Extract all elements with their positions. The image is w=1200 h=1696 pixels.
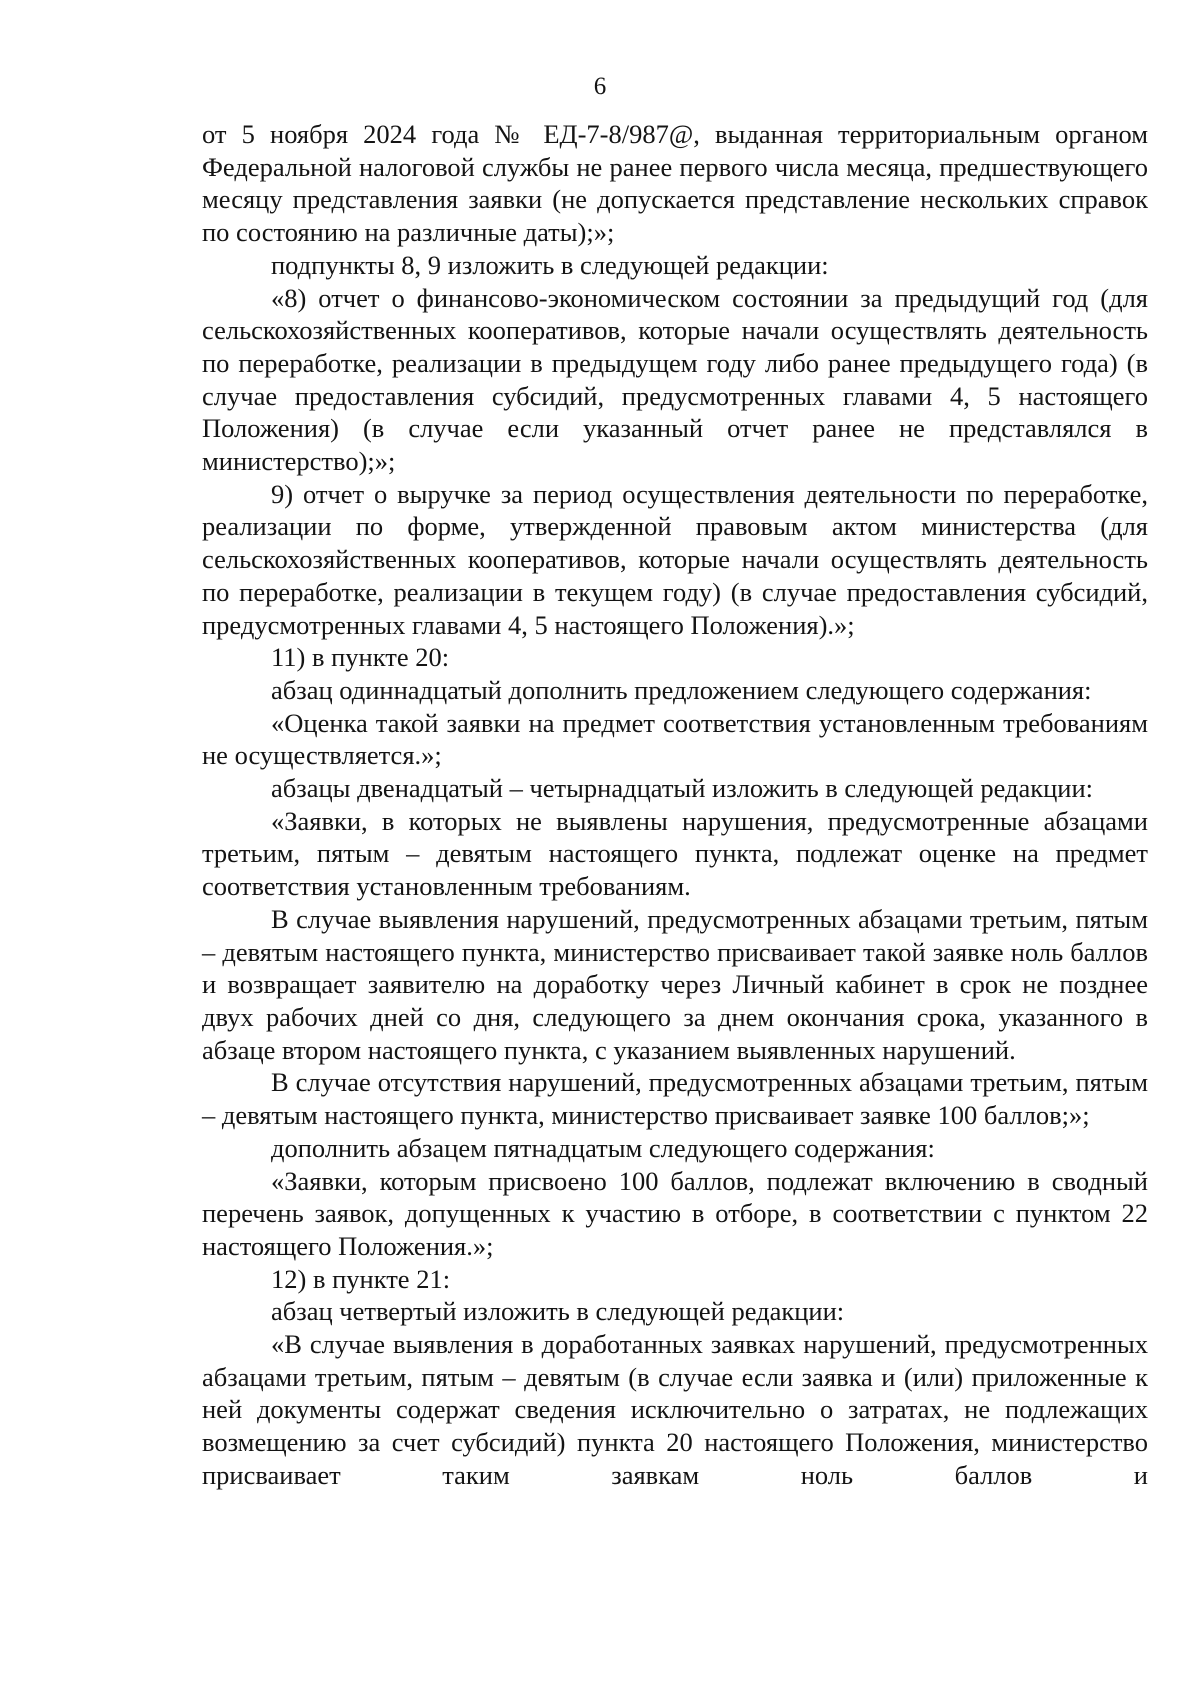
paragraph: 9) отчет о выручке за период осуществления деятельности по переработке, реализации по форме, утвержденной правовым актом министерства (для сельскохозяйственных кооперативов, которые начали осуществлять деятельность по переработке, реализации в текущем году) (в случае предоставления субсидий, предусмотренных главами 4, 5 настоящего Положения).»; <box>202 478 1148 640</box>
paragraph: 12) в пункте 21: <box>271 1263 451 1294</box>
paragraph: В случае отсутствия нарушений, предусмотренных абзацами третьим, пятым – девятым настоящего пункта, министерство присваивает заявке 100 баллов;»; <box>202 1067 1148 1131</box>
paragraph: «Оценка такой заявки на предмет соответствия установленным требованиям не осуществляется.»; <box>202 707 1148 771</box>
paragraph: дополнить абзацем пятнадцатым следующего содержания: <box>271 1132 935 1163</box>
paragraph: «В случае выявления в доработанных заявках нарушений, предусмотренных абзацами третьим, пятым – девятым (в случае если заявка и (или) приложенные к ней документы содержат сведения исключительно о затратах, не подлежащих возмещению за счет субсидий) пункта 20 настоящего Положения, министерство присваивает таким заявкам ноль баллов и <box>202 1329 1148 1490</box>
paragraph: от 5 ноября 2024 года № ЕД-7-8/987@, выданная территориальным органом Федеральной налоговой службы не ранее первого числа месяца, предшествующего месяцу представления заявки (не допускается представление нескольких справок по состоянию на различные даты);»; <box>202 119 1148 248</box>
paragraph: «Заявки, которым присвоено 100 баллов, подлежат включению в сводный перечень заявок, допущенных к участию в отборе, в соответствии с пунктом 22 настоящего Положения.»; <box>202 1165 1148 1261</box>
paragraph: подпункты 8, 9 изложить в следующей редакции: <box>271 249 829 280</box>
paragraph: «Заявки, в которых не выявлены нарушения, предусмотренные абзацами третьим, пятым – девятым настоящего пункта, подлежат оценке на предмет соответствия установленным требованиям. <box>202 805 1148 902</box>
paragraph: абзац одиннадцатый дополнить предложением следующего содержания: <box>271 674 1092 705</box>
paragraph: «8) отчет о финансово-экономическом состоянии за предыдущий год (для сельскохозяйственных кооперативов, которые начали осуществлять деятельность по переработке, реализации в предыдущем году либо ранее предыдущего года) (в случае предоставления субсидий, предусмотренных главами 4, 5 настоящего Положения) (в случае если указанный отчет ранее не представлялся в министерство);»; <box>202 282 1148 477</box>
paragraph: абзацы двенадцатый – четырнадцатый изложить в следующей редакции: <box>271 773 1094 804</box>
document-body <box>202 118 1148 1492</box>
paragraph: 11) в пункте 20: <box>271 642 450 673</box>
paragraph: абзац четвертый изложить в следующей редакции: <box>271 1296 845 1327</box>
paragraph: В случае выявления нарушений, предусмотренных абзацами третьим, пятым – девятым настоящего пункта, министерство присваивает такой заявке ноль баллов и возвращает заявителю на доработку через Личный кабинет в срок не позднее двух рабочих дней со дня, следующего за днем окончания срока, указанного в абзаце втором настоящего пункта, с указанием выявленных нарушений. <box>202 903 1148 1065</box>
page-number: 6 <box>593 73 607 100</box>
